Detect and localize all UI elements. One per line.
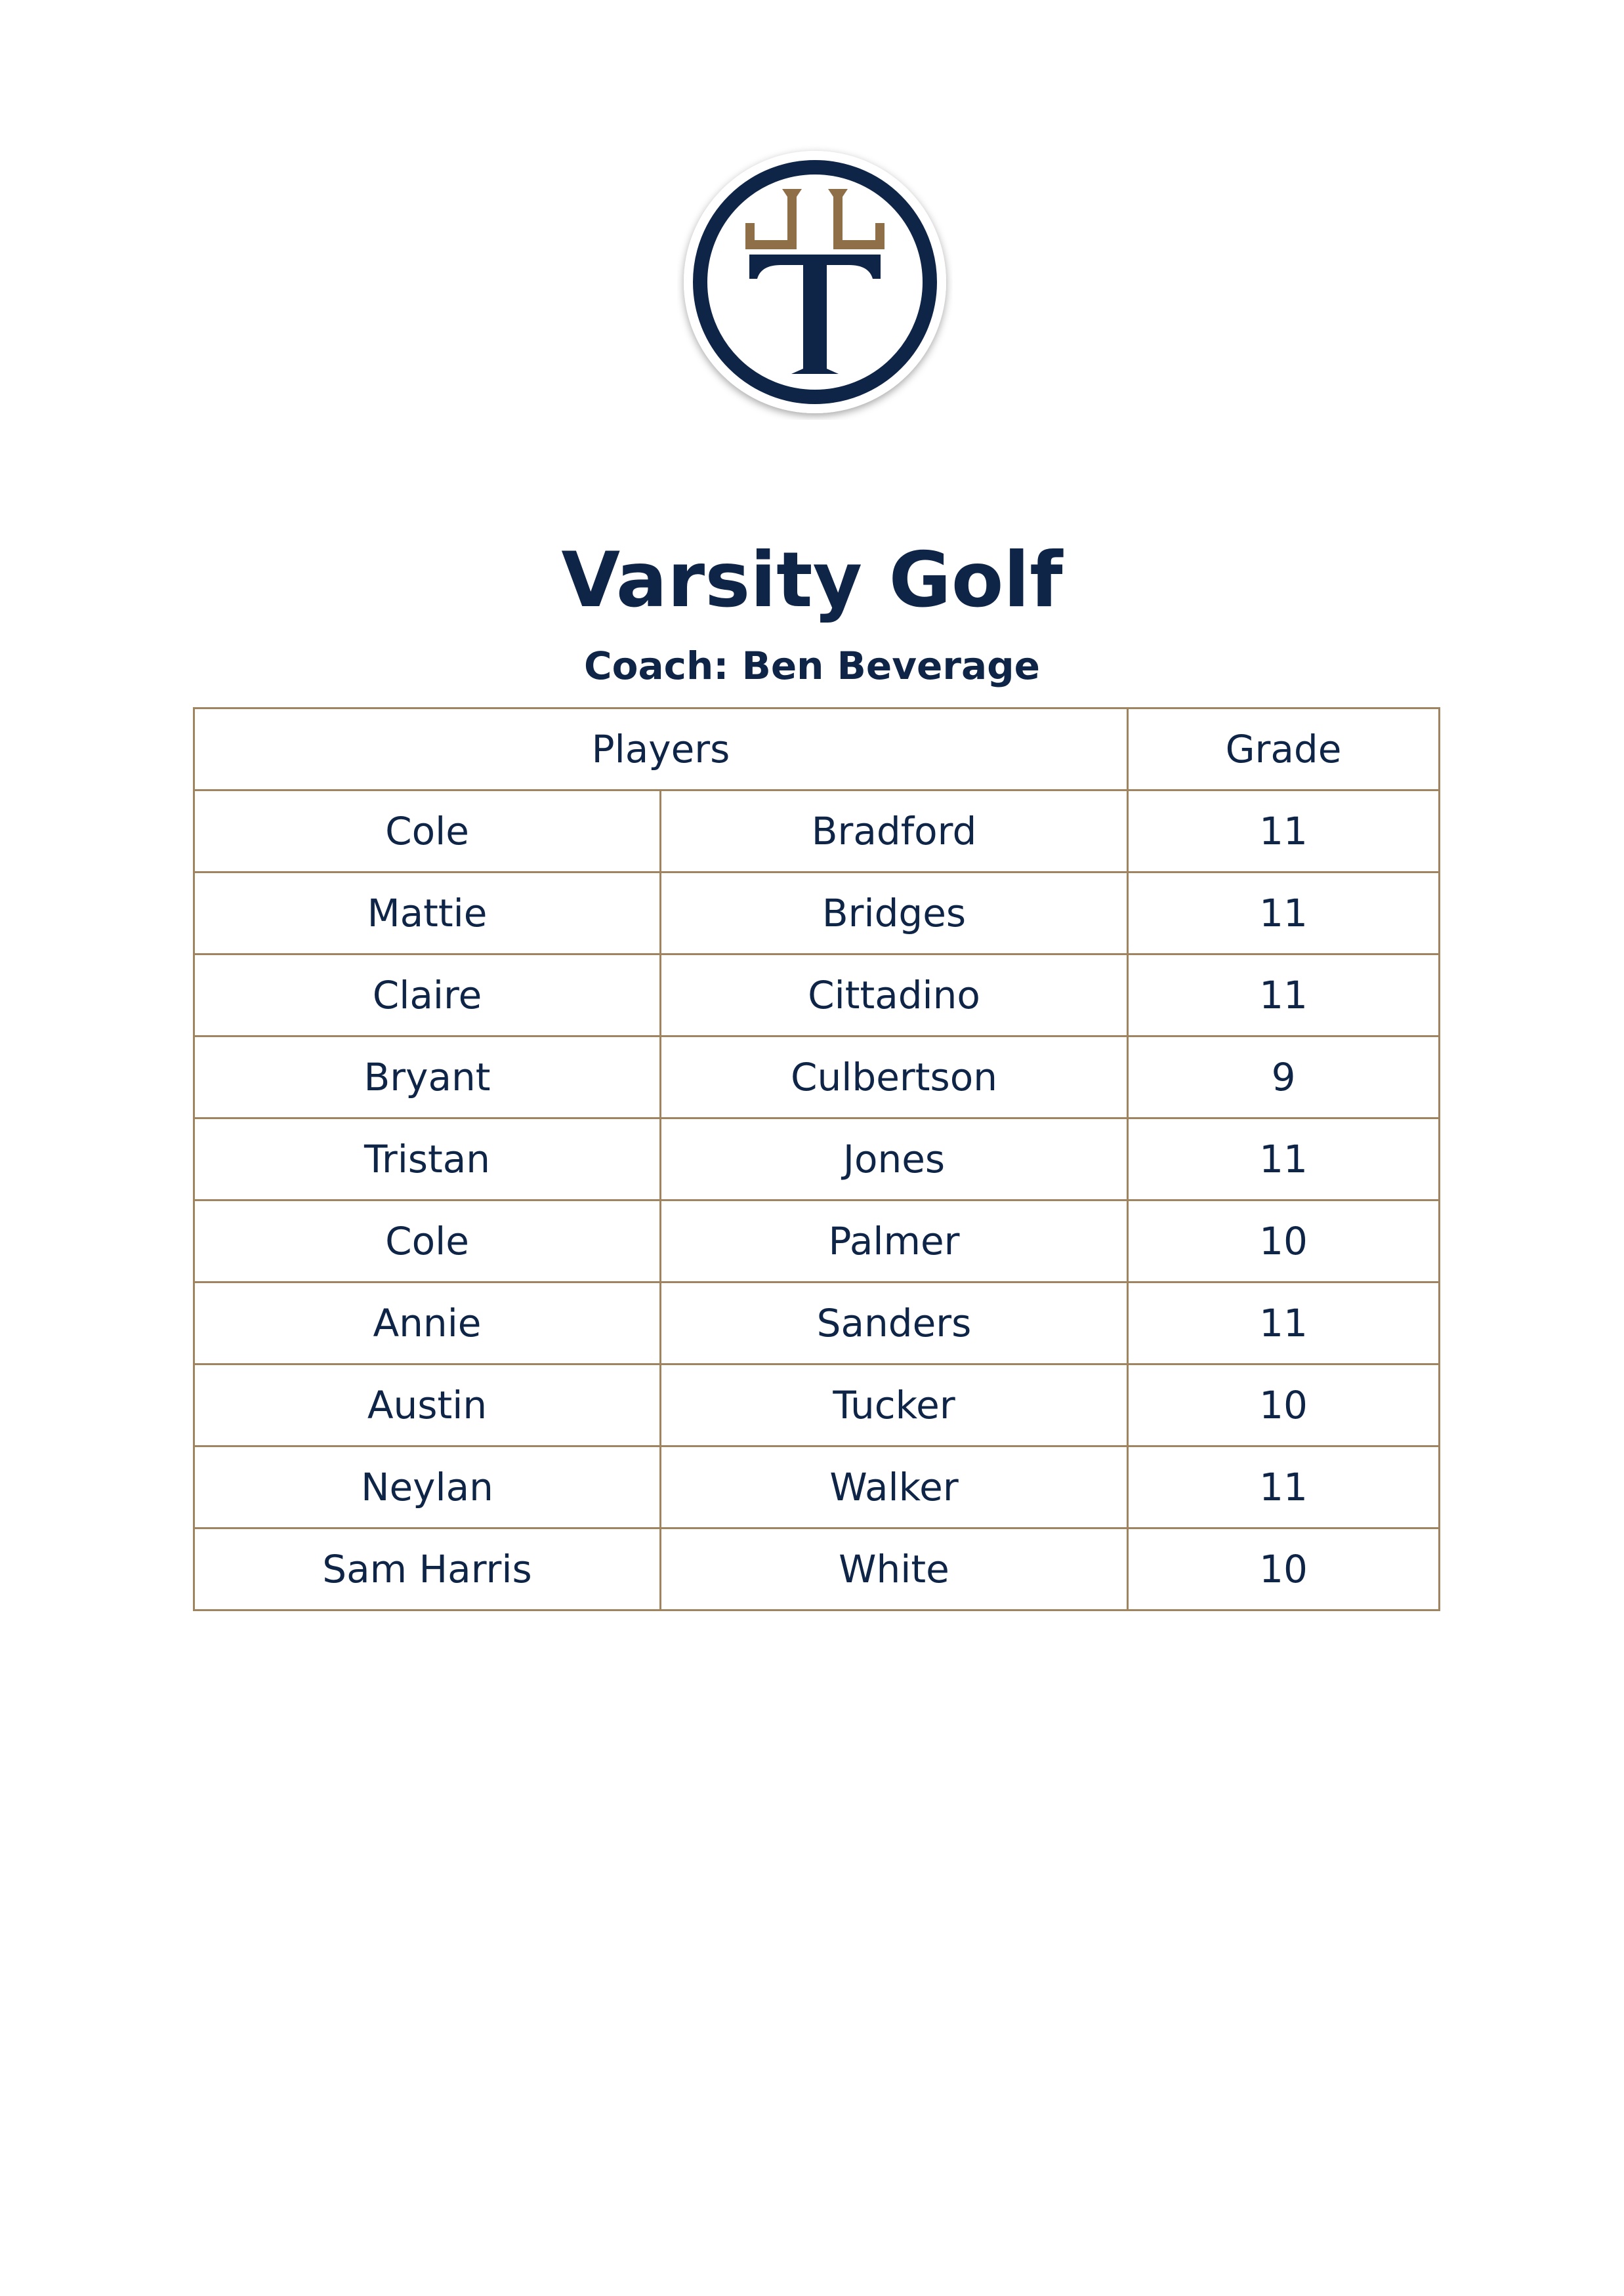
school-logo bbox=[677, 144, 953, 420]
first-name-cell: Annie bbox=[194, 1282, 661, 1364]
last-name-cell: Palmer bbox=[661, 1200, 1128, 1282]
grade-cell: 9 bbox=[1128, 1036, 1440, 1118]
first-name-cell: Tristan bbox=[194, 1118, 661, 1200]
table-row bbox=[194, 872, 1440, 954]
table-row bbox=[194, 1528, 1440, 1610]
table-row bbox=[194, 1118, 1440, 1200]
grade-cell: 10 bbox=[1128, 1200, 1440, 1282]
grade-cell: 11 bbox=[1128, 954, 1440, 1036]
first-name-cell: Cole bbox=[194, 790, 661, 872]
last-name-cell: Sanders bbox=[661, 1282, 1128, 1364]
last-name-cell: Cittadino bbox=[661, 954, 1128, 1036]
table-row bbox=[194, 1446, 1440, 1528]
first-name-cell: Mattie bbox=[194, 872, 661, 954]
last-name-cell: Bridges bbox=[661, 872, 1128, 954]
last-name-cell: Bradford bbox=[661, 790, 1128, 872]
last-name-cell: Walker bbox=[661, 1446, 1128, 1528]
first-name-cell: Austin bbox=[194, 1364, 661, 1446]
table-row bbox=[194, 790, 1440, 872]
table-row bbox=[194, 1282, 1440, 1364]
last-name-cell: Jones bbox=[661, 1118, 1128, 1200]
table-row bbox=[194, 1036, 1440, 1118]
grade-cell: 11 bbox=[1128, 1118, 1440, 1200]
grade-cell: 10 bbox=[1128, 1364, 1440, 1446]
grade-cell: 11 bbox=[1128, 1446, 1440, 1528]
table-row bbox=[194, 1364, 1440, 1446]
table-row bbox=[194, 954, 1440, 1036]
first-name-cell: Claire bbox=[194, 954, 661, 1036]
first-name-cell: Bryant bbox=[194, 1036, 661, 1118]
page-title: Varsity Golf bbox=[561, 536, 1063, 625]
grade-header: Grade bbox=[1128, 708, 1440, 790]
grade-cell: 11 bbox=[1128, 790, 1440, 872]
first-name-cell: Sam Harris bbox=[194, 1528, 661, 1610]
cross-emblem-icon bbox=[677, 144, 953, 420]
last-name-cell: Tucker bbox=[661, 1364, 1128, 1446]
first-name-cell: Cole bbox=[194, 1200, 661, 1282]
grade-cell: 11 bbox=[1128, 872, 1440, 954]
players-header: Players bbox=[194, 708, 1128, 790]
table-header-row bbox=[194, 708, 1440, 790]
last-name-cell: Culbertson bbox=[661, 1036, 1128, 1118]
first-name-cell: Neylan bbox=[194, 1446, 661, 1528]
coach-subtitle: Coach: Ben Beverage bbox=[584, 644, 1040, 688]
roster-table bbox=[193, 707, 1440, 1611]
grade-cell: 11 bbox=[1128, 1282, 1440, 1364]
table-row bbox=[194, 1200, 1440, 1282]
last-name-cell: White bbox=[661, 1528, 1128, 1610]
grade-cell: 10 bbox=[1128, 1528, 1440, 1610]
